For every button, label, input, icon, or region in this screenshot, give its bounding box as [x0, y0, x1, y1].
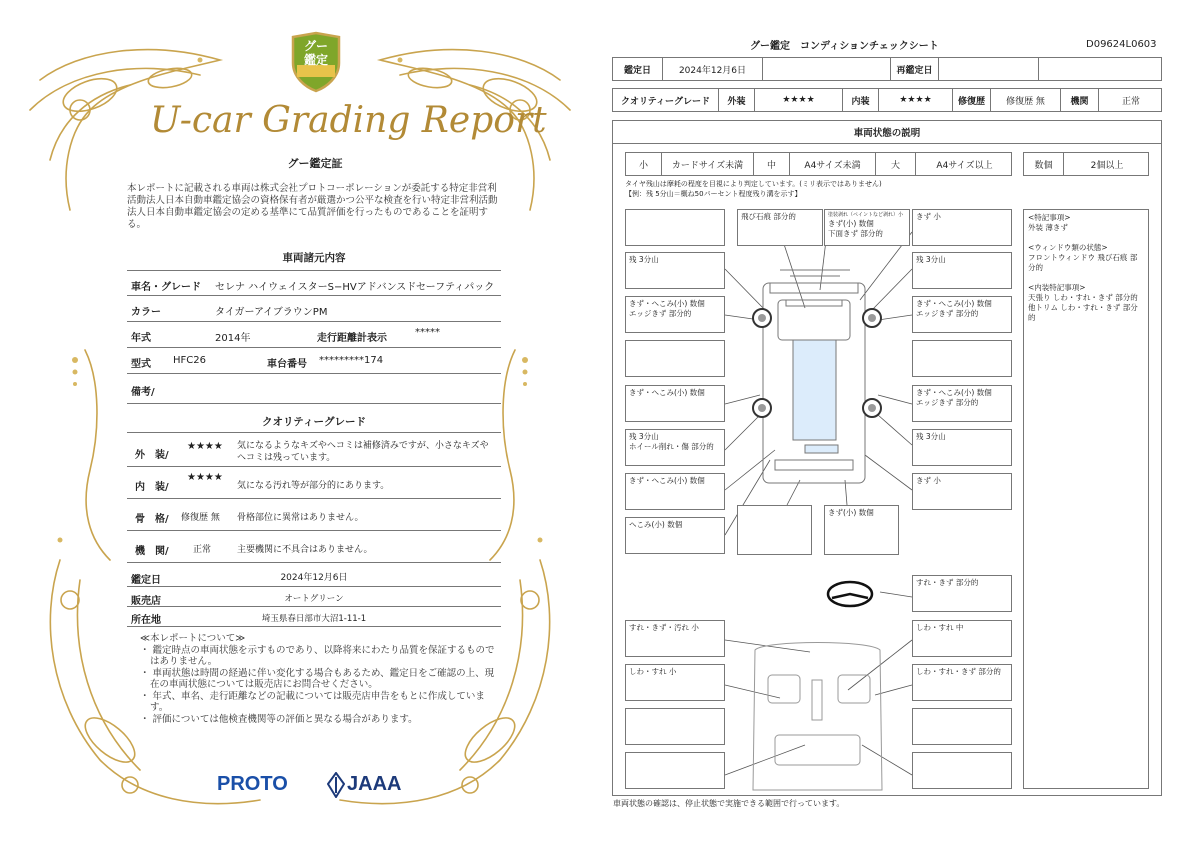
condition-text: きず・へこみ(小) 数個: [916, 388, 992, 397]
date-label: 鑑定日: [613, 58, 663, 80]
row-remarks: [127, 374, 501, 404]
condition-text: きず・へこみ(小) 数個: [629, 299, 705, 308]
condition-text: 残 3分山: [916, 432, 946, 441]
window-value: フロントウィンドウ 飛び石痕 部分的: [1028, 253, 1138, 272]
mid-desc: A4サイズ未満: [790, 153, 876, 175]
row-date: [127, 563, 501, 587]
int-label: 内装: [843, 89, 879, 111]
condition-box-left-1: [625, 296, 725, 333]
model-label: 型式: [131, 359, 151, 370]
small-label: 小: [626, 153, 662, 175]
exterior-label: 外 装/: [135, 450, 169, 461]
date-row: [612, 57, 1162, 81]
note-item: ・ 年式、車名、走行距離などの記載については販売店申告をもとに作成しています。: [140, 690, 485, 713]
certificate-subtitle: グー鑑定証: [287, 157, 343, 170]
condition-text: しわ・すれ 小: [629, 667, 677, 676]
interior-label: 内 装/: [135, 482, 169, 493]
document-id: D09624L0603: [1086, 39, 1157, 50]
engine-value: 正常: [1121, 96, 1140, 107]
name-label: 車名・グレード: [131, 282, 201, 293]
sheet-footer: 車両状態の確認は、停止状態で実施できる範囲で行っています。: [613, 799, 845, 808]
chassis-value: *********174: [319, 355, 384, 366]
interior-box-front-right: [912, 620, 1012, 657]
condition-text: きず・へこみ(小) 数個: [916, 299, 992, 308]
frame-value: 修復歴 無: [181, 513, 220, 523]
condition-text: エッジきず 部分的: [916, 398, 979, 407]
mileage-label: 走行距離計表示: [317, 333, 387, 344]
report-notes: [140, 633, 500, 725]
large-desc: A4サイズ以上: [936, 160, 993, 171]
condition-text: へこみ(小) 数個: [629, 520, 683, 529]
special-title: <特記事項>: [1028, 213, 1071, 222]
condition-text: 塗装剥れ（ペイントなど剥れ）小: [828, 212, 904, 218]
footer-logos: [217, 770, 417, 802]
condition-box-left-blank: [625, 340, 725, 377]
certificate-title: U-car Grading Report: [150, 100, 547, 141]
large-label: 大: [876, 153, 916, 175]
logo-text: グー 鑑定: [303, 39, 328, 67]
condition-box-rear: [824, 505, 899, 555]
date-value: 2024年12月6日: [280, 573, 348, 583]
year-label: 年式: [131, 333, 151, 344]
engine-label: 機 関/: [135, 546, 169, 557]
condition-box-roof: [824, 209, 910, 246]
condition-box-left-3: [625, 473, 725, 510]
condition-text: 下面きず 部分的: [828, 229, 883, 238]
certification-statement: 本レポートに記載される車両は株式会社プロトコーポレーションが委託する特定非営利活動法人日本自動車鑑定協会の資格保有者が厳選かつ公平な検査を行い特定非営利活動法人日本自動車鑑定協会の定める基準にて品質評価を行ったものであることを証明する。: [127, 183, 498, 230]
condition-text: 残 3分山: [629, 255, 659, 264]
condition-text: 残 3分山: [916, 255, 946, 264]
frame-label: 骨 格/: [135, 514, 169, 525]
tire-box-rear-right: [912, 429, 1012, 466]
row-color: [127, 296, 501, 322]
condition-text: きず 小: [916, 476, 941, 485]
interior-box-rear-right-2: [912, 752, 1012, 789]
interior-box-mid-left: [625, 664, 725, 701]
qg-label: クオリティーグレード: [613, 89, 719, 111]
int-stars: ★★★★: [879, 89, 953, 111]
row-model: [127, 348, 501, 374]
condition-box-front-left: [625, 209, 725, 246]
condition-box-left-2: [625, 385, 725, 422]
mid-label: 中: [754, 153, 790, 175]
condition-text: 飛び石痕 部分的: [741, 212, 796, 221]
note-item: ・ 鑑定時点の車両状態を示すものであり、以降将来にわたり品質を保証するものではありません。: [140, 644, 495, 667]
condition-box-front-right: [912, 209, 1012, 246]
notes-title: ≪本レポートについて≫: [140, 633, 246, 644]
tire-box-rear-left: [625, 429, 725, 466]
condition-text: きず 小: [916, 212, 941, 221]
interior-box-mid-right: [912, 664, 1012, 701]
row-interior: [127, 467, 501, 499]
spec-heading: 車両諸元内容: [282, 252, 346, 264]
repair-label: 修復歴: [953, 89, 991, 111]
status-heading: 車両状態の説明: [612, 120, 1162, 144]
row-location: [127, 607, 501, 627]
exterior-comment: 気になるようなキズやヘコミは補修済みですが、小さなキズやヘコミは残っています。: [237, 441, 489, 463]
interior-box-rear-right-1: [912, 708, 1012, 745]
interior-comment: 気になる汚れ等が部分的にあります。: [237, 481, 390, 491]
date-label: 鑑定日: [131, 575, 161, 586]
name-value: セレナ ハイウェイスターS−HVアドバンスドセーフティパック: [215, 282, 495, 293]
condition-text: きず・へこみ(小) 数個: [629, 476, 705, 485]
engine-comment: 主要機関に不具合はありません。: [237, 545, 373, 555]
condition-text: きず(小) 数個: [828, 508, 874, 517]
grade-row: [612, 88, 1162, 112]
row-name: [127, 270, 501, 296]
frame-comment: 骨格部位に異常はありません。: [237, 513, 364, 523]
proto-logo: PROTO: [217, 773, 288, 795]
engine-label: 機関: [1061, 89, 1099, 111]
jaaa-logo: JAAA: [347, 773, 402, 795]
interior-notes-title: <内装特記事項>: [1028, 283, 1086, 292]
small-desc: カードサイズ未満: [662, 153, 754, 175]
tire-box-front-left: [625, 252, 725, 289]
engine-value: 正常: [193, 545, 212, 555]
color-label: カラー: [131, 307, 161, 318]
condition-text: きず・へこみ(小) 数個: [629, 388, 705, 397]
row-year: [127, 322, 501, 348]
size-legend: [625, 152, 1012, 176]
condition-box-rear-left: [737, 505, 812, 555]
reinspect-label: 再鑑定日: [891, 58, 939, 80]
interior-box-front-left: [625, 620, 725, 657]
chassis-label: 車台番号: [267, 359, 307, 370]
note-item: ・ 評価については他検査機関等の評価と異なる場合があります。: [140, 713, 418, 725]
tire-note: [625, 180, 882, 199]
condition-text: しわ・すれ 中: [916, 623, 964, 632]
interior-box-steering: [912, 575, 1012, 612]
count-label: 数個: [1024, 153, 1064, 175]
condition-text: エッジきず 部分的: [916, 309, 979, 318]
ext-label: 外装: [719, 89, 755, 111]
shop-label: 販売店: [131, 596, 161, 607]
condition-box-right-blank: [912, 340, 1012, 377]
tire-note-line1: タイヤ残山は摩耗の程度を目視により判定しています。(ミリ表示ではありません): [625, 180, 882, 188]
condition-box-right-2: [912, 385, 1012, 422]
condition-text: しわ・すれ・きず 部分的: [916, 667, 1001, 676]
condition-text: ホイール削れ・傷 部分的: [629, 442, 714, 451]
date-blank: [763, 58, 891, 80]
color-value: タイガーアイブラウンPM: [215, 307, 328, 318]
note-item: ・ 車両状態は時間の経過に伴い変化する場合もあるため、鑑定日をご確認の上、現在の車両状態については販売店にお問合せください。: [140, 667, 495, 690]
condition-check-sheet: [600, 0, 1200, 848]
count-legend: [1023, 152, 1149, 176]
condition-box-front: [737, 209, 823, 246]
shop-value: オートグリーン: [284, 594, 344, 604]
sheet-title: グー鑑定 コンディションチェックシート: [750, 41, 939, 52]
year-value: 2014年: [215, 333, 251, 344]
tire-box-front-right: [912, 252, 1012, 289]
quality-grade-heading: クオリティーグレード: [262, 416, 366, 428]
interior-stars: ★★★★: [187, 472, 223, 483]
tire-note-line2: 【例：残 5分山＝概ね50パーセント程度残り溝を示す】: [625, 189, 802, 198]
location-label: 所在地: [131, 615, 161, 626]
exterior-stars: ★★★★: [187, 441, 223, 452]
condition-text: すれ・きず・汚れ 小: [629, 623, 699, 632]
date-value: 2024年12月6日: [663, 58, 763, 80]
condition-box-right-3: [912, 473, 1012, 510]
reinspect-value: [939, 58, 1039, 80]
condition-box-left-4: [625, 517, 725, 554]
condition-text: エッジきず 部分的: [629, 309, 692, 318]
special-value: 外装 薄きず: [1028, 223, 1068, 232]
location-value: 埼玉県春日部市大沼1-11-1: [261, 614, 367, 624]
interior-box-rear-left-1: [625, 708, 725, 745]
ext-stars: ★★★★: [755, 89, 843, 111]
condition-text: すれ・きず 部分的: [916, 578, 979, 587]
condition-box-right-1: [912, 296, 1012, 333]
repair-value: 修復歴 無: [991, 89, 1061, 111]
row-exterior: [127, 432, 501, 467]
special-notes-box: [1023, 209, 1149, 789]
row-engine: [127, 531, 501, 563]
row-frame: [127, 499, 501, 531]
remarks-label: 備考/: [131, 387, 155, 398]
count-desc: 2個以上: [1090, 160, 1124, 171]
condition-text: きず(小) 数個: [828, 219, 874, 228]
condition-text: 残 3分山: [629, 432, 659, 441]
interior-box-rear-left-2: [625, 752, 725, 789]
interior-notes-value: 天張り しわ・すれ・きず 部分的: [1028, 293, 1138, 302]
jaaa-emblem-icon: [327, 772, 345, 798]
window-title: <ウィンドウ類の状態>: [1028, 243, 1108, 252]
row-shop: [127, 587, 501, 607]
model-value: HFC26: [173, 355, 206, 366]
mileage-value: *****: [415, 327, 440, 338]
interior-notes-value: 他トリム しわ・すれ・きず 部分的: [1028, 303, 1138, 322]
